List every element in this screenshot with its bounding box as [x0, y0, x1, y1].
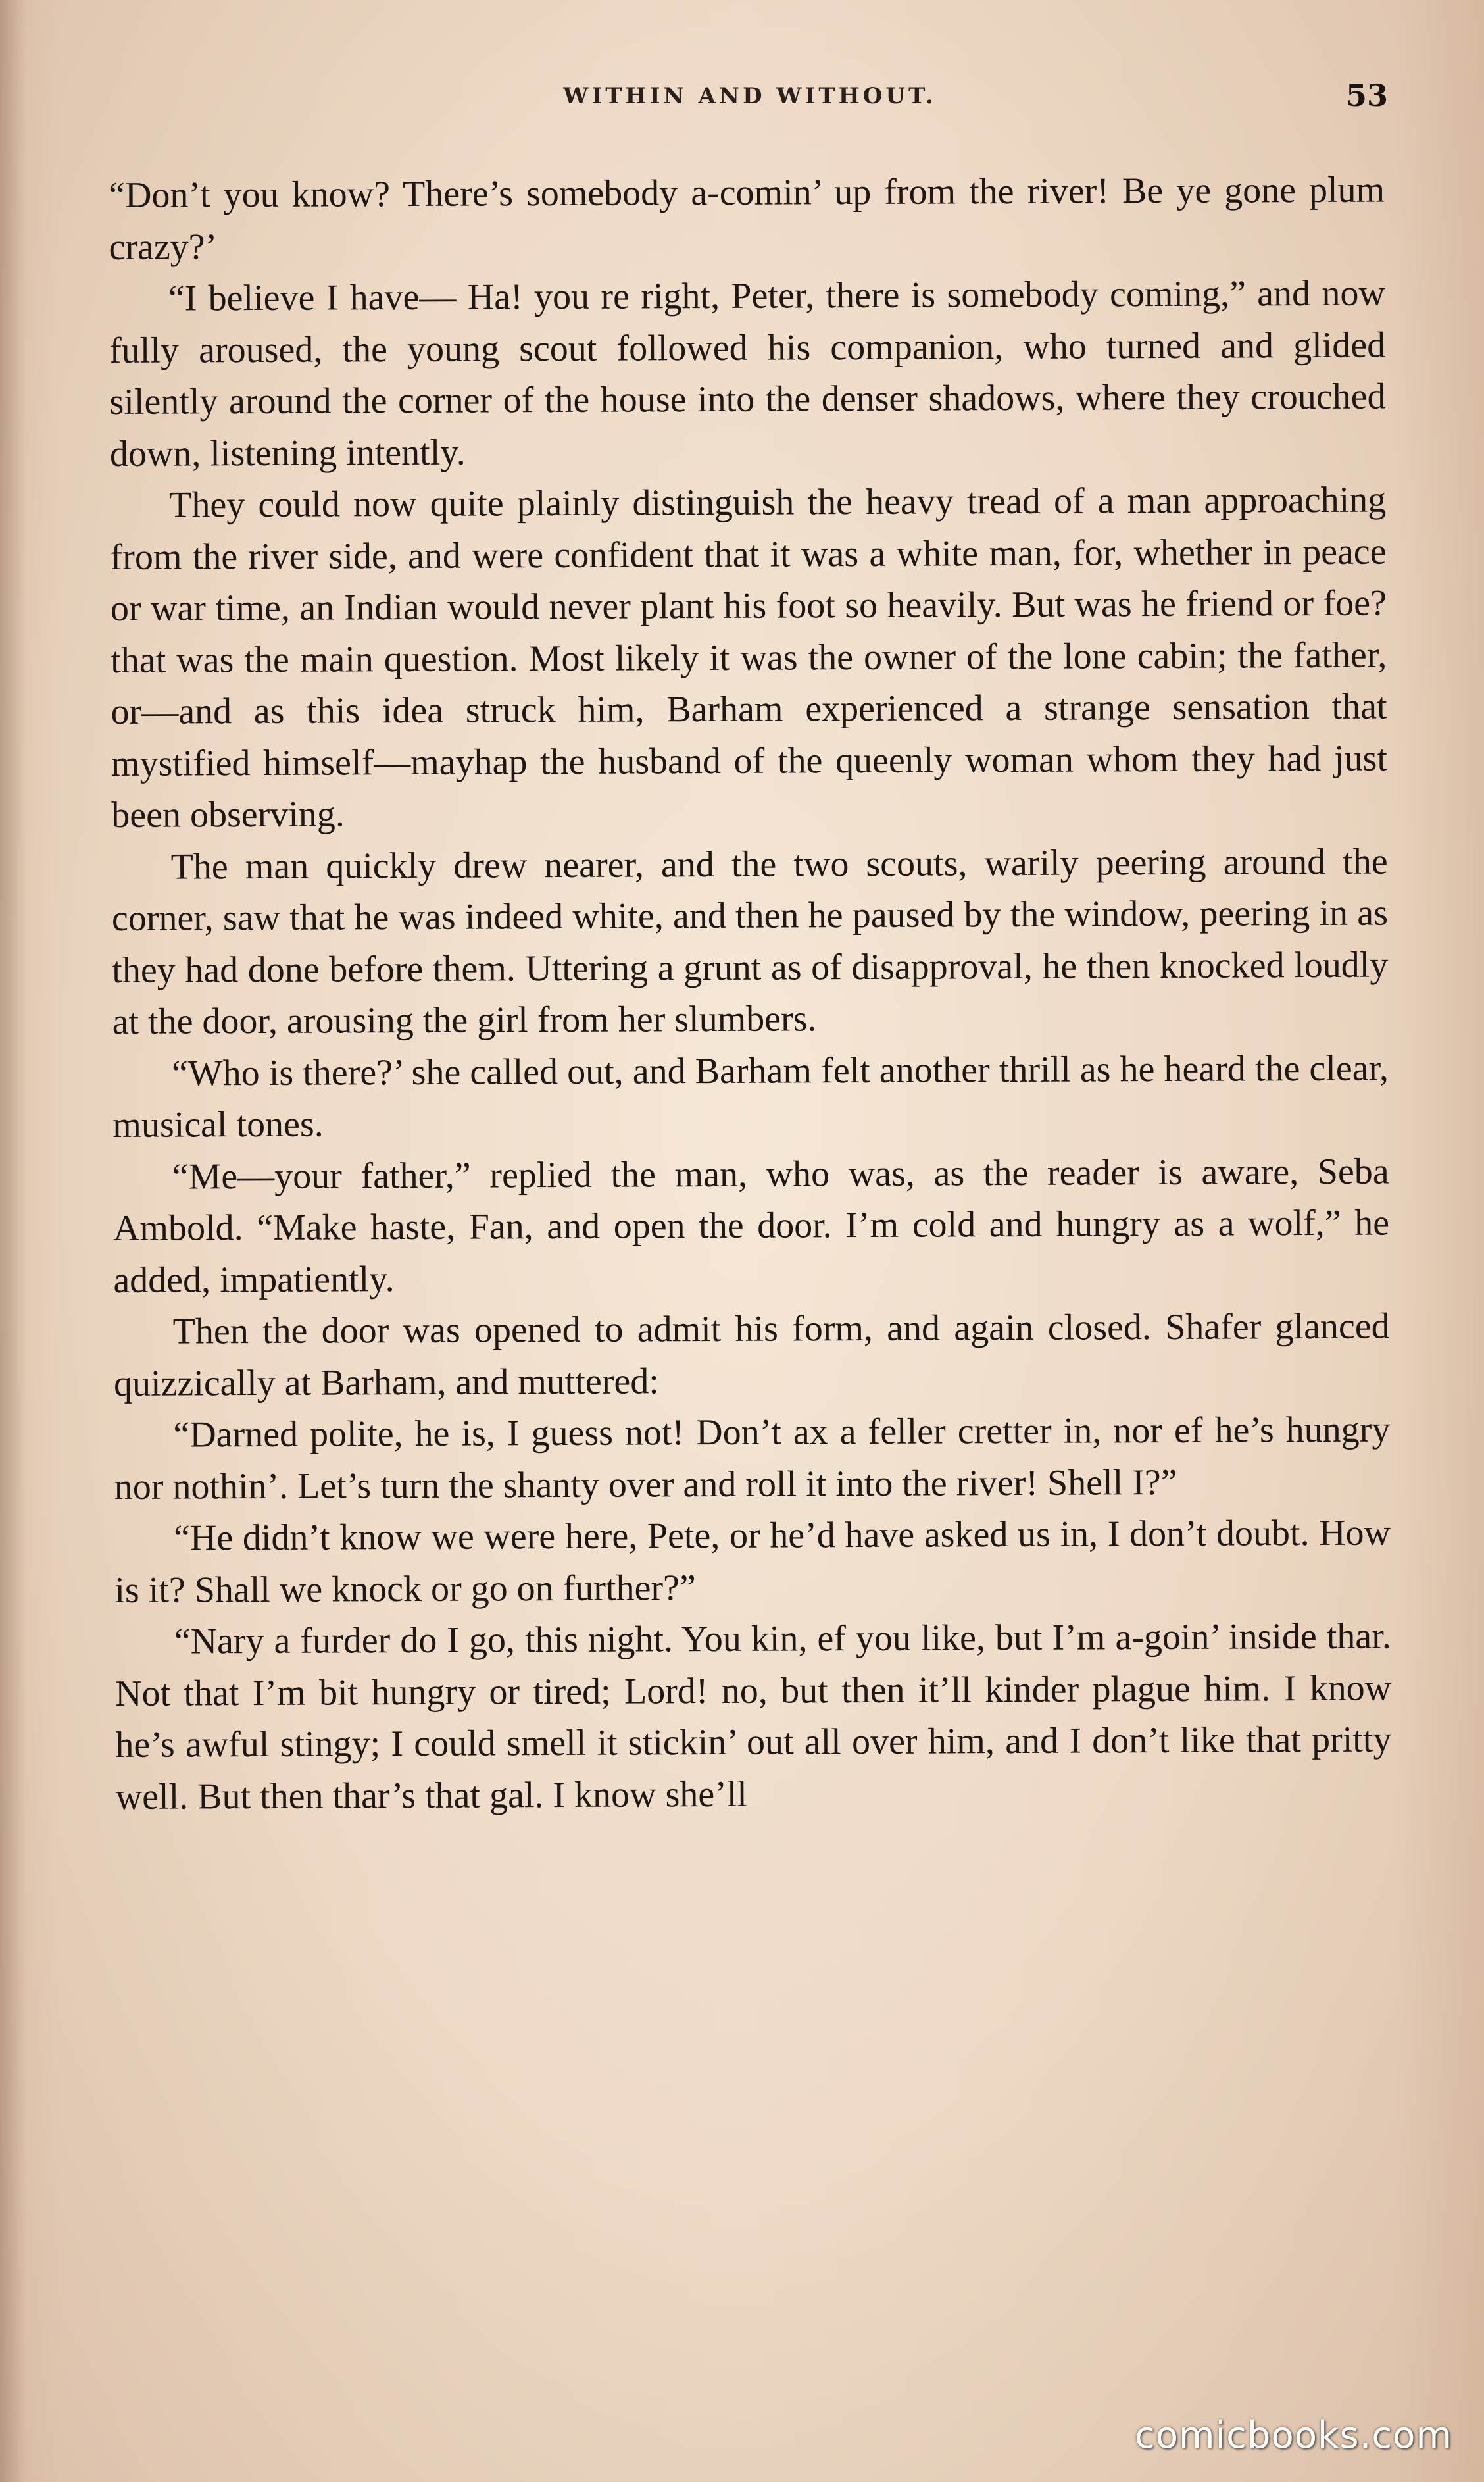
page-edge-shadow [0, 0, 26, 2482]
paragraph: “Darned polite, he is, I guess not! Don’t ax a feller cretter in, nor ef he’s hungry nor nothin’. Let’s turn the shanty over and roll it into the river! Shell I?” [114, 1409, 1391, 1507]
paragraph: “Don’t you know? There’s somebody a-comin’ up from the river! Be ye gone plum crazy?’ [109, 169, 1385, 268]
paragraph: Then the door was opened to admit his form, and again closed. Shafer glanced quizzically at Barham, and muttered: [113, 1305, 1390, 1404]
paragraph: “Nary a furder do I go, this night. You kin, ef you like, but I’m a-goin’ inside thar. Not that I’m bit hungry or tired; Lord! no, but then it’ll kinder plague him. I know he’s awful stingy; I could smell it stickin’ out all over him, and I don’t like that pritty well. But then thar’s that gal. I know she’ll [114, 1615, 1392, 1817]
paragraph: The man quickly drew nearer, and the two scouts, warily peering around the corner, saw that he was indeed white, and then he paused by the window, peering in as they had done before them. Uttering a grunt as of disapproval, he then knocked loudly at the door, arousing the girl from her slumbers. [111, 841, 1389, 1042]
page-number: 53 [1345, 78, 1388, 113]
paragraph: “I believe I have— Ha! you re right, Peter, there is somebody coming,” and now fully aroused, the young scout followed his companion, who turned and glided silently around the corner of the house into the denser shadows, where they crouched down, listening intently. [109, 272, 1386, 474]
paragraph: “Who is there?’ she called out, and Barham felt another thrill as he heard the clear, musical tones. [112, 1048, 1389, 1146]
paragraph: “Me—your father,” replied the man, who was, as the reader is aware, Seba Ambold. “Make haste, Fan, and open the door. I’m cold and hungry as a wolf,” he added, impatiently. [112, 1151, 1390, 1301]
paragraph: They could now quite plainly distinguish the heavy tread of a man approaching from the river side, and were confident that it was a white man, for, whether in peace or war time, an Indian would never plant his foot so heavily. But was he friend or foe? that was the main question. Most likely it was the owner of the lone cabin; the father, or—and as this idea struck him, Barham experienced a strange sensation that mystified himself—mayhap the husband of the queenly woman whom they had just been observing. [110, 479, 1388, 836]
site-watermark: comicbooks.com [1134, 2414, 1452, 2457]
body-text [109, 165, 1392, 1823]
paragraph: “He didn’t know we were here, Pete, or he’d have asked us in, I don’t doubt. How is it? Shall we knock or go on further?” [114, 1512, 1391, 1611]
running-head: WITHIN AND WITHOUT. [563, 83, 937, 109]
page-header [118, 78, 1388, 124]
